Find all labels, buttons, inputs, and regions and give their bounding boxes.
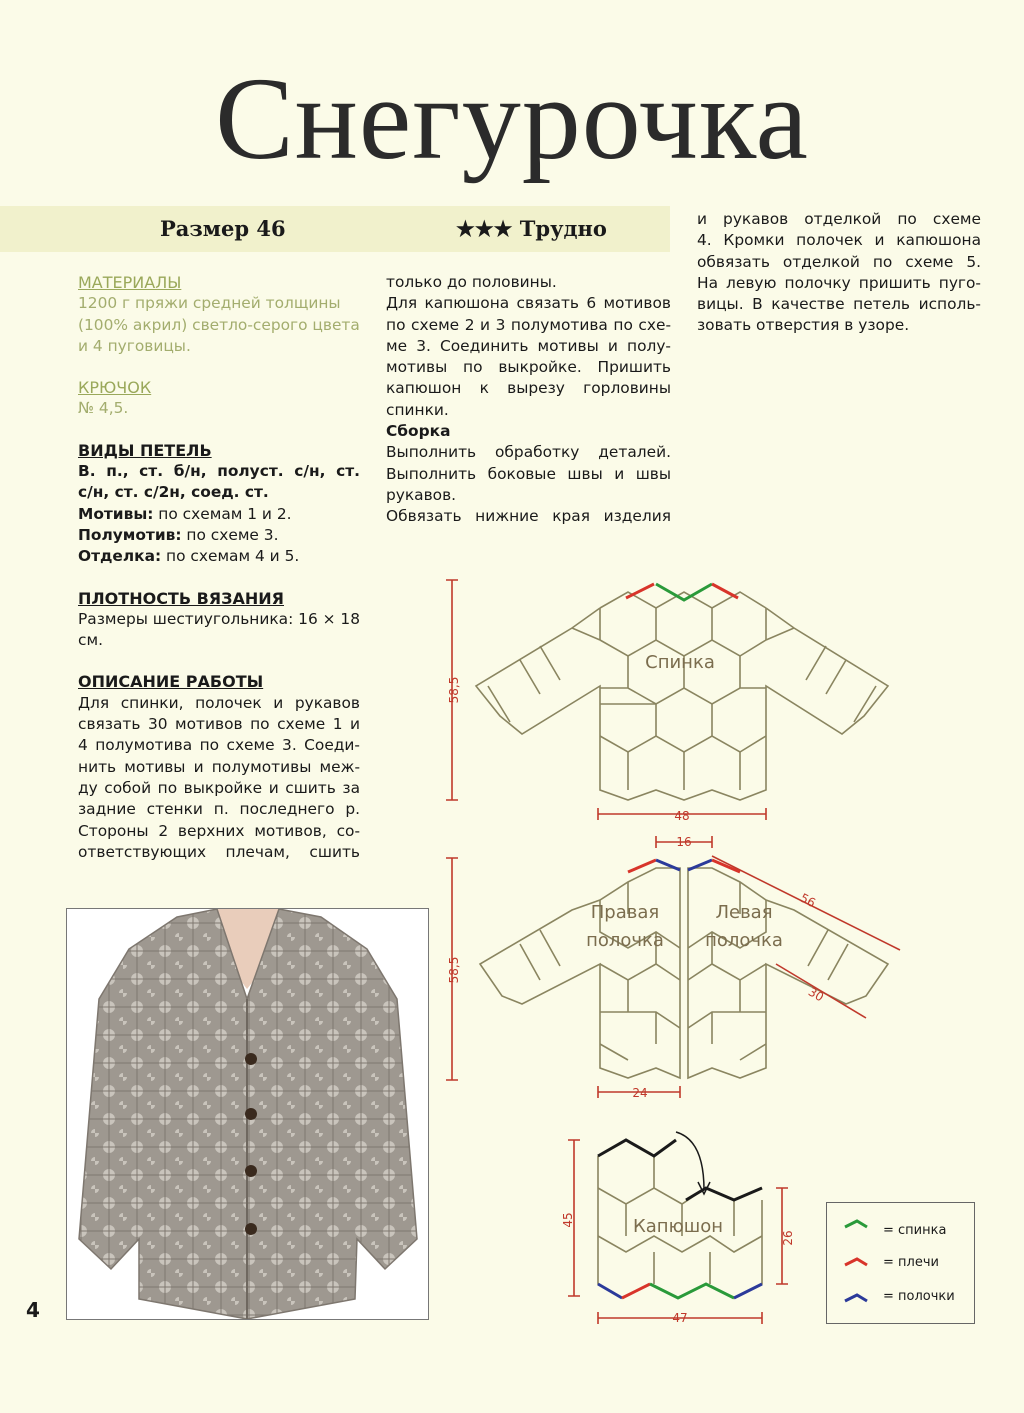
col2-line: Для капюшона связать 6 мотивов (386, 294, 671, 313)
gauge-heading: ПЛОТНОСТЬ ВЯЗАНИЯ (78, 588, 284, 608)
description-line: ответствующих плечам, сшить (78, 842, 360, 861)
stitches-line: В. п., ст. б/н, полуст. с/н, ст. (78, 462, 360, 481)
col3-line: обвязать отделкой по схеме 5. (697, 252, 981, 271)
dim-front-height: 58,5 (447, 956, 461, 984)
right-front-label: полочка (586, 930, 664, 951)
finish-line: Отделка: по схемам 4 и 5. (78, 547, 300, 566)
gauge-text: Размеры шестиугольника: 16 × 18 см. (78, 609, 361, 650)
dim-back-width: 48 (674, 809, 690, 823)
col2-line: мотивы по выкройке. Пришить (386, 358, 671, 377)
dim-sleeve: 56 (797, 890, 818, 911)
dim-back-height: 58,5 (447, 676, 461, 704)
right-front-label: Правая (590, 902, 660, 923)
description-line: 4 полумотива по схеме 3. Соеди- (78, 736, 360, 755)
col2-line: рукавов. (386, 485, 457, 504)
description-line: задние стенки п. последнего р. (78, 800, 360, 819)
col2-line: ме 3. Соединить мотивы и полу- (386, 336, 671, 355)
col3-line: На левую полочку пришить пуго- (697, 273, 981, 292)
col2-line: по схеме 2 и 3 полумотива по схе- (386, 315, 671, 334)
hook-value: № 4,5. (78, 399, 129, 418)
col2-line: капюшон к вырезу горловины (386, 379, 671, 398)
legend-label: = спинка (883, 1223, 947, 1238)
legend-swatch-blue (845, 1295, 867, 1301)
page-number: 4 (26, 1298, 40, 1322)
hook-heading: КРЮЧОК (78, 378, 152, 398)
description-line: ду собой по выкройке и сшить за (78, 778, 360, 797)
col2-line: спинки. (386, 400, 449, 419)
left-front-label: полочка (705, 930, 783, 951)
size-label: Размер 46 (160, 216, 286, 241)
col3-line: и рукавов отделкой по схеме (697, 210, 981, 228)
assembly-heading: Сборка (386, 422, 451, 441)
page-title: Снегурочка (215, 53, 809, 184)
description-line: Стороны 2 верхних мотивов, со- (78, 821, 360, 840)
col2-line: Выполнить обработку деталей. (386, 443, 671, 462)
color-legend (826, 1202, 975, 1324)
legend-label: = полочки (883, 1289, 955, 1304)
materials-heading: МАТЕРИАЛЫ (78, 273, 182, 292)
col3-line: 4. Кромки полочек и капюшона (697, 231, 981, 250)
materials-line: 1200 г пряжи средней толщины (78, 294, 341, 313)
motifs-line: Мотивы: по схемам 1 и 2. (78, 504, 292, 523)
materials-line: (100% акрил) светло-серого цвета (78, 315, 360, 334)
product-photo (66, 908, 429, 1320)
legend-label: = плечи (883, 1255, 939, 1270)
description-heading: ОПИСАНИЕ РАБОТЫ (78, 672, 264, 692)
col2-line: только до половины. (386, 273, 557, 291)
cardigan-illustration (67, 909, 428, 1319)
difficulty-label: ★★★ Трудно (456, 216, 607, 241)
stitches-line: с/н, ст. с/2н, соед. ст. (78, 483, 269, 502)
materials-line: и 4 пуговицы. (78, 336, 191, 355)
dim-cuff: 30 (805, 984, 827, 1005)
col3-line: вицы. В качестве петель исполь- (697, 295, 981, 314)
dim-neck: 16 (676, 835, 692, 849)
description-line: связать 30 мотивов по схеме 1 и (78, 715, 360, 734)
legend-swatch-green (845, 1221, 867, 1227)
dim-hood-height: 45 (561, 1212, 575, 1228)
left-front-label: Левая (715, 902, 773, 923)
halfmotif-line: Полумотив: по схеме 3. (78, 525, 279, 544)
stitches-heading: ВИДЫ ПЕТЕЛЬ (78, 440, 212, 460)
legend-swatch-red (845, 1259, 867, 1265)
dim-hood-side: 26 (781, 1230, 795, 1246)
description-line: нить мотивы и полумотивы меж- (78, 757, 360, 776)
hood-label: Капюшон (633, 1216, 723, 1237)
col2-line: Обвязать нижние края изделия (386, 507, 671, 526)
col3-line: зовать отверстия в узоре. (697, 316, 910, 335)
back-label: Спинка (645, 652, 715, 673)
description-line: Для спинки, полочек и рукавов (78, 693, 360, 712)
col2-line: Выполнить боковые швы и швы (386, 464, 671, 483)
dim-hood-width: 47 (672, 1311, 688, 1325)
dim-front-width: 24 (632, 1086, 648, 1100)
